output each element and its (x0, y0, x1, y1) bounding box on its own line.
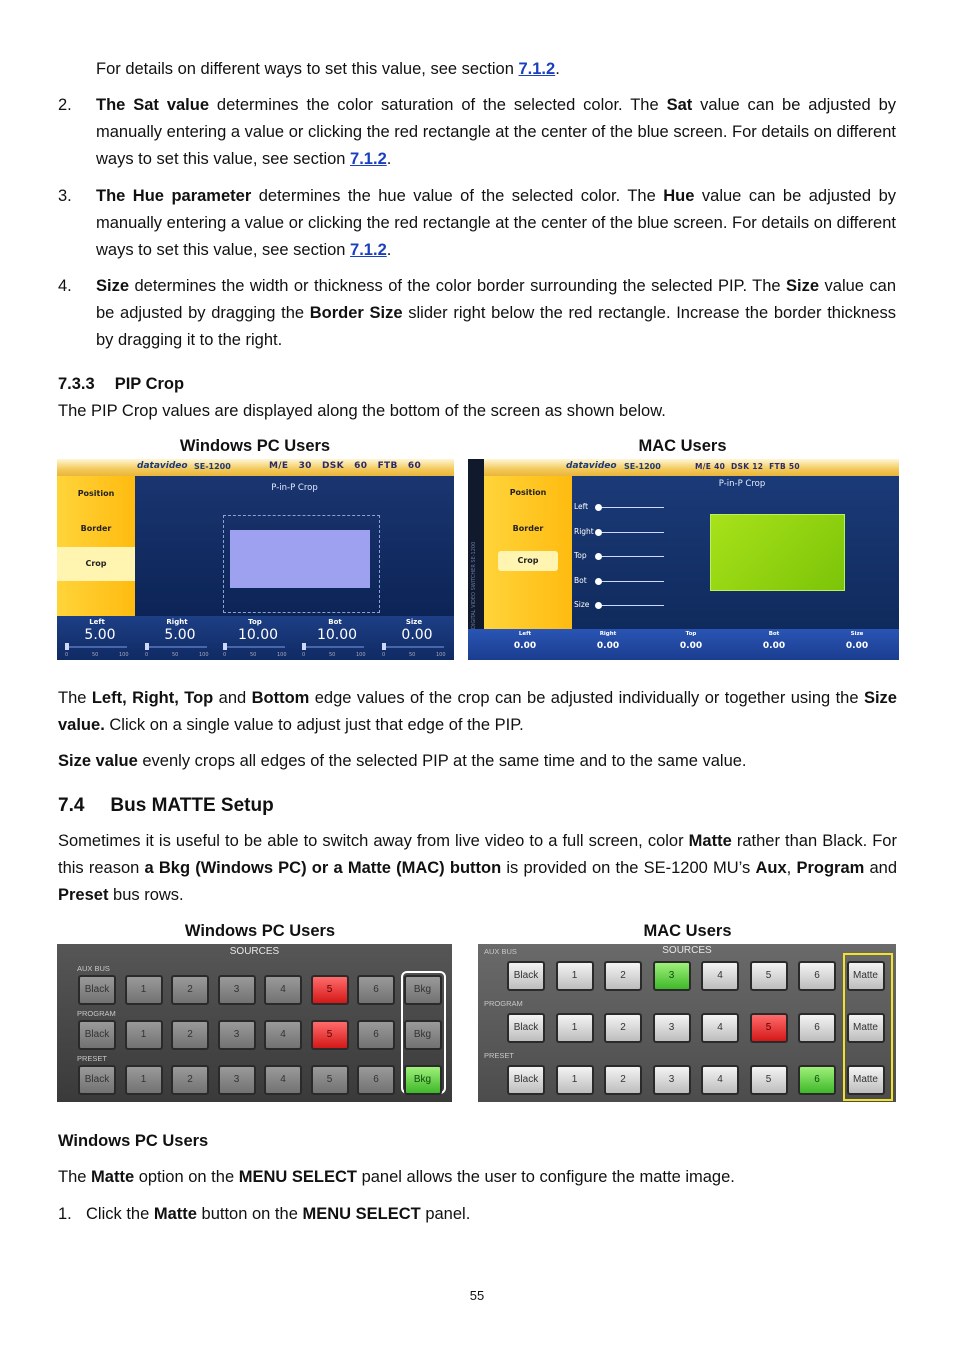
bus-button-4[interactable]: 4 (701, 1065, 739, 1095)
menu-paragraph (58, 1164, 897, 1191)
crop-button[interactable]: Crop (57, 547, 135, 581)
bold-text: Size value (58, 752, 138, 770)
list-item-size (96, 273, 896, 354)
slider-label: Left (574, 502, 589, 511)
size-paragraph (58, 748, 897, 775)
text: Click the (86, 1205, 154, 1223)
bold-text: Matte (153, 1205, 197, 1223)
left-value[interactable]: 0.00 (513, 641, 537, 651)
text: and (864, 859, 898, 877)
list-number: 2. (58, 96, 72, 114)
status-readout: M/E 40 DSK 12 FTB 50 (695, 462, 800, 471)
bus-button-bkg[interactable]: Bkg (404, 1065, 442, 1095)
value-label: Top (685, 631, 697, 637)
list-number: 3. (58, 187, 72, 205)
intro-end: . (555, 60, 560, 78)
bus-button-black[interactable]: Black (78, 1065, 116, 1095)
bold-text: Program (796, 859, 865, 877)
right-value[interactable]: 0.00 (596, 641, 620, 651)
left-value[interactable]: 5.00 (84, 627, 116, 643)
text: bus rows. (108, 886, 184, 904)
section-link[interactable]: 7.1.2 (350, 241, 387, 259)
list-item-hue (96, 183, 896, 264)
bus-button-1[interactable]: 1 (125, 1020, 163, 1050)
bold-text: Preset (58, 886, 109, 904)
bus-button-3[interactable]: 3 (218, 1020, 256, 1050)
bold-text: MENU SELECT (302, 1205, 421, 1223)
scale-label: 50 (329, 652, 336, 658)
top-status-bar (57, 459, 454, 476)
text: button on the (196, 1205, 303, 1223)
slider-label: Size (574, 600, 590, 609)
intro-text: For details on different ways to set this value, see section (96, 60, 519, 78)
text: determines the hue value of the selected color. The (251, 187, 664, 205)
step-1 (86, 1201, 896, 1228)
preview-area (135, 476, 454, 616)
border-button[interactable]: Border (512, 524, 544, 533)
scale-label: 100 (356, 652, 366, 658)
section-link[interactable]: 7.1.2 (518, 60, 556, 78)
section-number: 7.3.3 (58, 375, 95, 393)
value-label: Left (518, 631, 532, 637)
slider-label: Top (574, 551, 587, 560)
text: . (386, 241, 392, 259)
bus-button-5[interactable]: 5 (750, 961, 788, 991)
value-label: Bot (328, 618, 342, 626)
section-heading-74 (58, 795, 274, 817)
caption-windows-crop: Windows PC Users (179, 437, 331, 455)
scale-label: 100 (119, 652, 129, 658)
section-link[interactable]: 7.1.2 (350, 150, 387, 168)
slider-track[interactable] (598, 532, 664, 533)
text: rather than Black. For this reason (58, 832, 897, 877)
bus-row-label: PRESET (77, 1054, 108, 1063)
hue-lead: The Hue parameter (96, 187, 252, 205)
bus-button-3[interactable]: 3 (653, 961, 691, 991)
border-button[interactable]: Border (80, 524, 112, 533)
slider-knob[interactable] (595, 504, 602, 511)
bus-button-6[interactable]: 6 (357, 1065, 395, 1095)
text: edge values of the crop can be adjusted individually or together using the (309, 689, 864, 707)
crop-values-bar (57, 616, 454, 660)
bus-button-5[interactable]: 5 (311, 975, 349, 1005)
text: evenly crops all edges of the selected PIP at the same time and to the same value. (137, 752, 747, 770)
bus-button-2[interactable]: 2 (604, 1013, 642, 1043)
bus-button-5[interactable]: 5 (311, 1065, 349, 1095)
bus-button-black[interactable]: Black (507, 961, 545, 991)
bus-button-6[interactable]: 6 (798, 961, 836, 991)
text: value can be adjusted by manually entering a value or clicking the red rectangle at the center of the blue screen. For details on different ways to set this value, see section (96, 187, 896, 259)
slider-knob[interactable] (145, 643, 149, 650)
section-heading-733 (58, 375, 184, 394)
slider-track[interactable] (223, 646, 285, 648)
bus-button-3[interactable]: 3 (218, 1065, 256, 1095)
position-button[interactable]: Position (509, 488, 547, 497)
bus-button-2[interactable]: 2 (604, 961, 642, 991)
section-title: PIP Crop (114, 375, 185, 393)
value-label: Size (850, 631, 864, 637)
bus-button-4[interactable]: 4 (701, 1013, 739, 1043)
bold-text: Matte (688, 832, 732, 850)
bus-button-4[interactable]: 4 (701, 961, 739, 991)
bus-button-bkg[interactable]: Bkg (404, 1020, 442, 1050)
bold-text: Sat (666, 96, 693, 114)
top-value[interactable]: 0.00 (679, 641, 703, 651)
preview-area (572, 476, 899, 629)
scale-label: 100 (277, 652, 287, 658)
bold-text: Size value. (58, 689, 897, 734)
bus-button-2[interactable]: 2 (171, 975, 209, 1005)
bus-button-black[interactable]: Black (78, 1020, 116, 1050)
bus-button-matte[interactable]: Matte (847, 961, 885, 991)
bus-button-6[interactable]: 6 (798, 1065, 836, 1095)
bus-button-4[interactable]: 4 (264, 1020, 302, 1050)
bus-button-5[interactable]: 5 (750, 1013, 788, 1043)
text: , (786, 859, 797, 877)
slider-knob[interactable] (595, 602, 602, 609)
bus-button-5[interactable]: 5 (750, 1065, 788, 1095)
windows-bus-panel (57, 944, 452, 1102)
value-label: Right (166, 618, 188, 626)
windows-crop-screenshot (57, 459, 454, 660)
text: value can be adjusted by manually entering a value or clicking the red rectangle at the center of the blue screen. For details on different ways to set this value, see section (96, 96, 896, 168)
panel-title: P-in-P Crop (718, 479, 766, 489)
text: option on the (134, 1168, 239, 1186)
scale-label: 50 (250, 652, 257, 658)
model-label: SE-1200 (624, 462, 661, 471)
datavideo-logo: datavideo (566, 461, 617, 471)
matte-paragraph (58, 828, 897, 909)
step-number: 1. (58, 1205, 72, 1223)
scale-label: 0 (302, 652, 306, 658)
right-value[interactable]: 5.00 (164, 627, 196, 643)
bus-button-2[interactable]: 2 (171, 1020, 209, 1050)
bold-text: Border Size (309, 304, 403, 322)
scale-label: 50 (172, 652, 179, 658)
menu-sidebar (484, 476, 572, 629)
bus-button-matte[interactable]: Matte (847, 1065, 885, 1095)
bold-text: MENU SELECT (238, 1168, 357, 1186)
bus-button-3[interactable]: 3 (653, 1013, 691, 1043)
top-value[interactable]: 10.00 (237, 627, 279, 643)
slider-track[interactable] (598, 581, 664, 582)
slider-knob[interactable] (302, 643, 306, 650)
scale-label: 100 (199, 652, 209, 658)
slider-knob[interactable] (595, 578, 602, 585)
bold-text: Hue (663, 187, 695, 205)
menu-sidebar (57, 476, 135, 616)
slider-track[interactable] (65, 646, 127, 648)
windows-subheading: Windows PC Users (58, 1132, 209, 1150)
value-label: Top (248, 618, 262, 626)
text: The (58, 689, 92, 707)
crop-button[interactable]: Crop (498, 551, 558, 571)
scale-label: 50 (409, 652, 416, 658)
size-lead: Size (96, 277, 130, 295)
bus-row-label: AUX BUS (77, 964, 110, 973)
scale-label: 50 (92, 652, 99, 658)
slider-track[interactable] (598, 556, 664, 557)
bot-value[interactable]: 0.00 (762, 641, 786, 651)
section-number: 7.4 (58, 795, 85, 816)
side-strip (468, 459, 484, 629)
bus-button-4[interactable]: 4 (264, 1065, 302, 1095)
crop-values-bar (468, 629, 899, 660)
pip-preview (230, 530, 370, 588)
mac-bus-panel (478, 944, 896, 1102)
bus-button-2[interactable]: 2 (171, 1065, 209, 1095)
bus-button-6[interactable]: 6 (357, 975, 395, 1005)
bus-button-bkg[interactable]: Bkg (404, 975, 442, 1005)
scale-label: 0 (223, 652, 227, 658)
caption-mac-bus: MAC Users (643, 922, 732, 940)
bold-text: Size (786, 277, 820, 295)
text: determines the color saturation of the selected color. The (209, 96, 667, 114)
bus-button-5[interactable]: 5 (311, 1020, 349, 1050)
slider-knob[interactable] (595, 553, 602, 560)
bold-text: Bottom (251, 689, 310, 707)
text: panel. (420, 1205, 471, 1223)
bus-button-matte[interactable]: Matte (847, 1013, 885, 1043)
text: The (58, 1168, 92, 1186)
slider-label: Bot (574, 575, 587, 585)
value-label: Left (89, 618, 105, 626)
bus-row-label: PROGRAM (77, 1009, 116, 1018)
scale-label: 0 (145, 652, 149, 658)
text: slider right below the red rectangle. Increase the border thickness by dragging it to the right. (96, 304, 896, 349)
sources-header: SOURCES (229, 946, 280, 957)
text: . (386, 150, 392, 168)
model-label: SE-1200 (194, 462, 231, 471)
text: panel allows the user to configure the matte image. (356, 1168, 735, 1186)
sources-header: SOURCES (662, 945, 712, 956)
caption-mac-crop: MAC Users (638, 437, 727, 455)
panel-title: P-in-P Crop (271, 483, 318, 493)
scale-label: 0 (65, 652, 69, 658)
slider-knob[interactable] (223, 643, 227, 650)
scale-label: 100 (436, 652, 446, 658)
bus-button-1[interactable]: 1 (556, 1013, 594, 1043)
slider-track[interactable] (598, 507, 664, 508)
bus-button-3[interactable]: 3 (218, 975, 256, 1005)
text: and (213, 689, 252, 707)
bus-button-1[interactable]: 1 (556, 961, 594, 991)
position-button[interactable]: Position (77, 489, 115, 498)
section-title: Bus MATTE Setup (110, 795, 274, 816)
datavideo-logo: datavideo (137, 461, 188, 471)
text: determines the width or thickness of the color border surrounding the selected PIP. The (129, 277, 787, 295)
slider-track[interactable] (145, 646, 207, 648)
slider-knob[interactable] (595, 529, 602, 536)
bold-text: a Bkg (Windows PC) or a Matte (MAC) button (144, 859, 502, 877)
mac-crop-screenshot (468, 459, 899, 660)
slider-track[interactable] (598, 605, 664, 606)
text: Sometimes it is useful to be able to switch away from live video to a full screen, color (58, 832, 689, 850)
bus-button-1[interactable]: 1 (556, 1065, 594, 1095)
text: is provided on the SE-1200 MU’s (501, 859, 756, 877)
slider-knob[interactable] (65, 643, 69, 650)
bot-value[interactable]: 10.00 (316, 627, 358, 643)
list-item-sat (96, 92, 896, 173)
pip-preview (710, 514, 845, 591)
intro-line (96, 56, 896, 83)
value-label: Bot (768, 631, 780, 637)
list-number: 4. (58, 277, 72, 295)
status-readout: M/E 30 DSK 60 FTB 60 (269, 461, 422, 471)
text: value can be adjusted by dragging the (96, 277, 897, 322)
bus-row-label: PRESET (484, 1051, 515, 1060)
bus-button-6[interactable]: 6 (798, 1013, 836, 1043)
sat-lead: The Sat value (96, 96, 210, 114)
slider-track[interactable] (302, 646, 364, 648)
bus-row-label: PROGRAM (484, 999, 523, 1008)
slider-knob[interactable] (382, 643, 386, 650)
bus-button-4[interactable]: 4 (264, 975, 302, 1005)
size-value[interactable]: 0.00 (401, 627, 433, 643)
edges-paragraph (58, 685, 897, 739)
top-status-bar (484, 459, 899, 476)
bus-button-2[interactable]: 2 (604, 1065, 642, 1095)
bus-button-black[interactable]: Black (507, 1065, 545, 1095)
bus-button-6[interactable]: 6 (357, 1020, 395, 1050)
vertical-label: DIGITAL VIDEO SWITCHER SE-1200 (471, 541, 477, 629)
slider-label: Right (574, 526, 594, 536)
bold-text: Aux (755, 859, 787, 877)
value-label: Size (405, 618, 423, 626)
scale-label: 0 (382, 652, 386, 658)
bold-text: Left, Right, Top (91, 689, 214, 707)
slider-track[interactable] (382, 646, 444, 648)
bus-button-black[interactable]: Black (507, 1013, 545, 1043)
bus-button-black[interactable]: Black (78, 975, 116, 1005)
pip-crop-intro: The PIP Crop values are displayed along the bottom of the screen as shown below. (58, 402, 666, 420)
bus-row-label: AUX BUS (484, 947, 517, 956)
size-value[interactable]: 0.00 (845, 641, 869, 651)
caption-windows-bus: Windows PC Users (184, 922, 336, 940)
bold-text: Matte (91, 1168, 135, 1186)
bus-button-3[interactable]: 3 (653, 1065, 691, 1095)
text: Click on a single value to adjust just that edge of the PIP. (104, 716, 524, 734)
bus-button-1[interactable]: 1 (125, 975, 163, 1005)
page-number: 55 (469, 1288, 485, 1303)
value-label: Right (599, 631, 617, 637)
bus-button-1[interactable]: 1 (125, 1065, 163, 1095)
